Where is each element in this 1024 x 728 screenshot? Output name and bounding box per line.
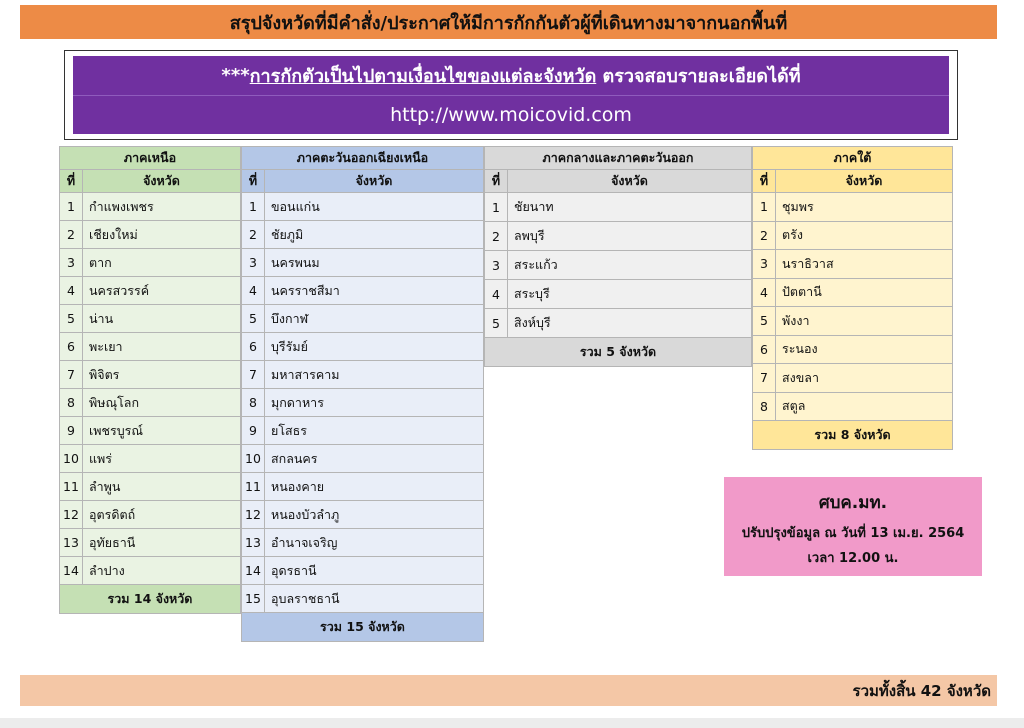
notice-condition: การกักตัวเป็นไปตามเงื่อนไขของแต่ละจังหวัด <box>249 66 597 87</box>
row-number: 14 <box>242 557 265 585</box>
province-name: ตรัง <box>776 221 953 250</box>
table-row <box>242 361 484 389</box>
row-number: 12 <box>60 501 83 529</box>
table-row <box>242 193 484 221</box>
page-title-text: สรุปจังหวัดที่มีคำสั่ง/ประกาศให้มีการกักกันตัวผู้ที่เดินทางมาจากนอกพื้นที่ <box>229 12 788 34</box>
row-number: 1 <box>485 193 508 222</box>
table-row <box>242 389 484 417</box>
row-number: 8 <box>60 389 83 417</box>
province-name: ชัยนาท <box>508 193 752 222</box>
row-number: 4 <box>753 278 776 307</box>
row-number: 11 <box>242 473 265 501</box>
province-name: สระบุรี <box>508 280 752 309</box>
table-row <box>60 277 241 305</box>
province-name: บุรีรัมย์ <box>265 333 484 361</box>
row-number: 3 <box>60 249 83 277</box>
table-row <box>485 280 752 309</box>
province-name: หนองคาย <box>265 473 484 501</box>
province-name: สกลนคร <box>265 445 484 473</box>
row-number: 7 <box>242 361 265 389</box>
table-north <box>59 146 241 614</box>
region-total: รวม 15 จังหวัด <box>242 613 484 642</box>
table-row <box>753 193 953 222</box>
province-name: น่าน <box>83 305 241 333</box>
table-row <box>60 473 241 501</box>
row-number: 5 <box>242 305 265 333</box>
grand-total-bar <box>20 675 997 706</box>
row-number: 13 <box>242 529 265 557</box>
province-name: พิจิตร <box>83 361 241 389</box>
region-total-row <box>753 421 953 450</box>
table-row <box>753 250 953 279</box>
table-row <box>242 277 484 305</box>
province-name: ชุมพร <box>776 193 953 222</box>
row-number: 13 <box>60 529 83 557</box>
province-name: สงขลา <box>776 364 953 393</box>
table-northeast <box>241 146 484 642</box>
province-name: สระแก้ว <box>508 251 752 280</box>
table-row <box>242 501 484 529</box>
region-total-row <box>60 585 241 614</box>
table-central <box>484 146 752 367</box>
province-name: อุตรดิตถ์ <box>83 501 241 529</box>
region-header: ภาคตะวันออกเฉียงเหนือ <box>242 147 484 170</box>
grand-total: รวมทั้งสิ้น 42 จังหวัด <box>852 681 991 700</box>
table-row <box>60 557 241 585</box>
province-name: เพชรบูรณ์ <box>83 417 241 445</box>
table-row <box>60 501 241 529</box>
province-name: ระนอง <box>776 335 953 364</box>
province-name: นราธิวาส <box>776 250 953 279</box>
row-number: 15 <box>242 585 265 613</box>
row-number: 12 <box>242 501 265 529</box>
table-row <box>60 389 241 417</box>
table-row <box>60 417 241 445</box>
province-name: เชียงใหม่ <box>83 221 241 249</box>
province-name: ลำปาง <box>83 557 241 585</box>
table-row <box>242 529 484 557</box>
table-row <box>753 364 953 393</box>
table-row <box>242 249 484 277</box>
row-number: 8 <box>242 389 265 417</box>
table-row <box>242 557 484 585</box>
update-time: เวลา 12.00 น. <box>807 551 899 566</box>
province-name: กำแพงเพชร <box>83 193 241 221</box>
row-number: 6 <box>753 335 776 364</box>
province-name: ลพบุรี <box>508 222 752 251</box>
region-header: ภาคกลางและภาคตะวันออก <box>485 147 752 170</box>
notice-prefix: *** <box>221 65 250 86</box>
province-name: หนองบัวลำภู <box>265 501 484 529</box>
province-name: มหาสารคาม <box>265 361 484 389</box>
table-row <box>60 193 241 221</box>
row-number: 9 <box>60 417 83 445</box>
province-name: อุดรธานี <box>265 557 484 585</box>
region-header: ภาคเหนือ <box>60 147 241 170</box>
column-no: ที่ <box>753 170 776 193</box>
province-name: ลำพูน <box>83 473 241 501</box>
province-name: นครสวรรค์ <box>83 277 241 305</box>
table-row <box>753 278 953 307</box>
row-number: 1 <box>753 193 776 222</box>
row-number: 9 <box>242 417 265 445</box>
table-row <box>242 473 484 501</box>
table-south <box>752 146 953 450</box>
row-number: 10 <box>242 445 265 473</box>
row-number: 1 <box>242 193 265 221</box>
row-number: 6 <box>242 333 265 361</box>
province-name: ตาก <box>83 249 241 277</box>
notice-banner <box>73 56 949 134</box>
page-title <box>20 5 997 39</box>
row-number: 4 <box>60 277 83 305</box>
table-row <box>485 251 752 280</box>
notice-url[interactable]: http://www.moicovid.com <box>390 104 632 126</box>
column-province: จังหวัด <box>508 170 752 193</box>
row-number: 5 <box>60 305 83 333</box>
column-no: ที่ <box>60 170 83 193</box>
province-name: อุทัยธานี <box>83 529 241 557</box>
table-row <box>242 221 484 249</box>
column-province: จังหวัด <box>776 170 953 193</box>
province-name: แพร่ <box>83 445 241 473</box>
province-name: อำนาจเจริญ <box>265 529 484 557</box>
row-number: 3 <box>242 249 265 277</box>
region-total-row <box>485 338 752 367</box>
row-number: 11 <box>60 473 83 501</box>
row-number: 7 <box>60 361 83 389</box>
table-row <box>242 333 484 361</box>
province-name: นครพนม <box>265 249 484 277</box>
row-number: 5 <box>485 309 508 338</box>
column-no: ที่ <box>242 170 265 193</box>
region-total: รวม 14 จังหวัด <box>60 585 241 614</box>
row-number: 3 <box>753 250 776 279</box>
table-row <box>753 335 953 364</box>
table-row <box>242 305 484 333</box>
row-number: 6 <box>60 333 83 361</box>
table-row <box>242 417 484 445</box>
province-name: พะเยา <box>83 333 241 361</box>
update-info-box <box>724 477 982 576</box>
row-number: 2 <box>753 221 776 250</box>
table-row <box>60 221 241 249</box>
row-number: 2 <box>60 221 83 249</box>
row-number: 10 <box>60 445 83 473</box>
region-total: รวม 8 จังหวัด <box>753 421 953 450</box>
notice-rest: ตรวจสอบรายละเอียดได้ที่ <box>596 66 801 87</box>
row-number: 5 <box>753 307 776 336</box>
province-name: พังงา <box>776 307 953 336</box>
column-province: จังหวัด <box>265 170 484 193</box>
table-row <box>485 222 752 251</box>
table-row <box>60 305 241 333</box>
row-number: 2 <box>485 222 508 251</box>
row-number: 7 <box>753 364 776 393</box>
table-row <box>753 221 953 250</box>
province-name: นครราชสีมา <box>265 277 484 305</box>
province-name: พิษณุโลก <box>83 389 241 417</box>
row-number: 4 <box>242 277 265 305</box>
province-name: สิงห์บุรี <box>508 309 752 338</box>
region-header: ภาคใต้ <box>753 147 953 170</box>
column-province: จังหวัด <box>83 170 241 193</box>
region-total: รวม 5 จังหวัด <box>485 338 752 367</box>
table-row <box>753 307 953 336</box>
province-name: ชัยภูมิ <box>265 221 484 249</box>
table-row <box>485 309 752 338</box>
row-number: 1 <box>60 193 83 221</box>
province-name: ยโสธร <box>265 417 484 445</box>
province-name: อุบลราชธานี <box>265 585 484 613</box>
province-name: ปัตตานี <box>776 278 953 307</box>
update-date: ปรับปรุงข้อมูล ณ วันที่ 13 เม.ย. 2564 <box>741 526 965 541</box>
table-row <box>60 361 241 389</box>
notice-line <box>73 56 949 96</box>
notice-frame <box>64 50 958 140</box>
province-name: มุกดาหาร <box>265 389 484 417</box>
province-name: สตูล <box>776 392 953 421</box>
province-name: ขอนแก่น <box>265 193 484 221</box>
row-number: 8 <box>753 392 776 421</box>
row-number: 4 <box>485 280 508 309</box>
table-row <box>60 249 241 277</box>
row-number: 14 <box>60 557 83 585</box>
table-row <box>60 529 241 557</box>
update-org: ศบค.มท. <box>818 493 888 513</box>
bottom-strip <box>0 718 1024 728</box>
table-row <box>485 193 752 222</box>
table-row <box>60 445 241 473</box>
row-number: 3 <box>485 251 508 280</box>
table-row <box>753 392 953 421</box>
table-row <box>242 445 484 473</box>
region-total-row <box>242 613 484 642</box>
column-no: ที่ <box>485 170 508 193</box>
table-row <box>60 333 241 361</box>
table-row <box>242 585 484 613</box>
row-number: 2 <box>242 221 265 249</box>
province-name: บึงกาฬ <box>265 305 484 333</box>
